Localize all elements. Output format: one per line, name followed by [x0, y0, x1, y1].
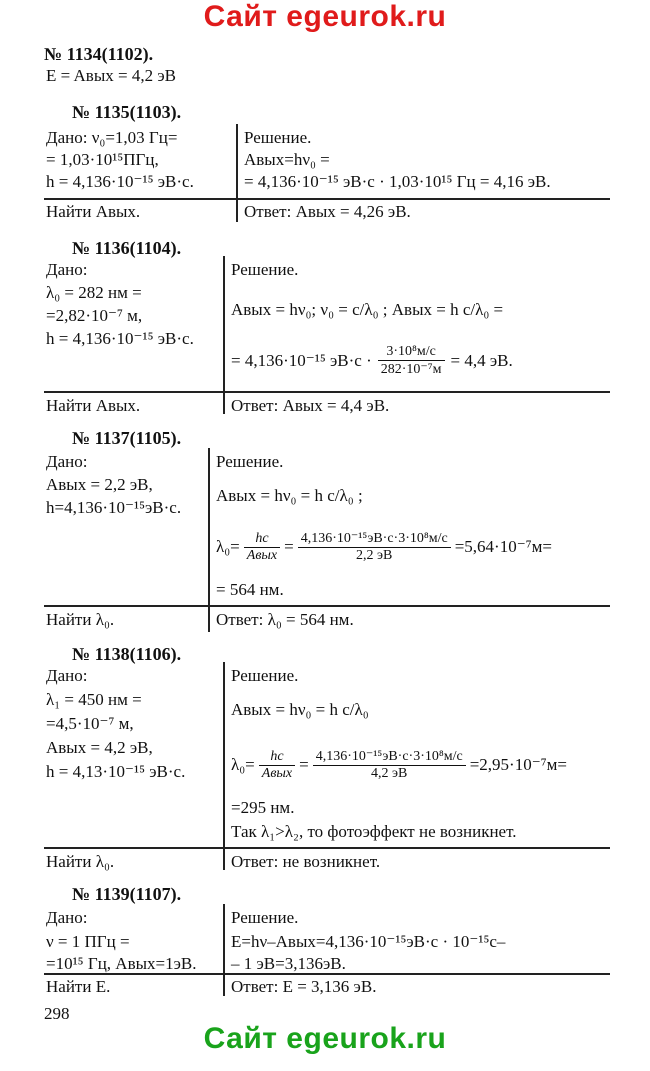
- problem-1137-fraction-2-num: 4,136·10⁻¹⁵эВ·с·3·10⁸м/с: [298, 530, 451, 548]
- problem-1137-equals: =: [284, 537, 294, 556]
- problem-1136-given-label: Дано:: [46, 260, 88, 279]
- problem-1139-given-2: =10¹⁵ Гц, Aвых=1эВ.: [46, 954, 197, 973]
- problem-1134-title: № 1134(1102).: [44, 44, 154, 64]
- problem-1137-given-1: Aвых = 2,2 эВ,: [46, 475, 153, 494]
- problem-1135-divider: [236, 124, 238, 222]
- problem-1138-solution-2: [231, 748, 567, 782]
- problem-1139-given-1: ν = 1 ПГц =: [46, 932, 130, 951]
- problem-1138-given-1: λ₁ = 450 нм =: [46, 690, 142, 709]
- problem-1135-solution-1: Aвых=hν₀ =: [244, 150, 330, 169]
- problem-1138-equals: =: [299, 755, 309, 774]
- problem-1136-fraction-den: 282·10⁻⁷м: [380, 362, 442, 377]
- problem-1138-fraction-2-den: 4,2 эВ: [371, 766, 408, 781]
- problem-1135-title: № 1135(1103).: [72, 102, 182, 122]
- problem-1137-solution-2-lead: λ₀=: [216, 537, 240, 556]
- problem-1137-solution-label: Решение.: [216, 452, 284, 471]
- problem-1136-solution-2-lead: = 4,136·10⁻¹⁵ эВ·с ·: [231, 351, 372, 370]
- problem-1138-fraction-1-num: hc: [259, 749, 295, 766]
- problem-1135-solution-label: Решение.: [244, 128, 312, 147]
- problem-1137-rule: [44, 605, 610, 607]
- problem-1136-given-1: λ₀ = 282 нм =: [46, 283, 142, 302]
- site-watermark-top: Сайт egeurok.ru: [203, 0, 447, 33]
- problem-1135-rule: [44, 198, 610, 200]
- problem-1137-given-label: Дано:: [46, 452, 88, 471]
- problem-1138-answer: Ответ: не возникнет.: [231, 852, 381, 871]
- problem-1136-solution-label: Решение.: [231, 260, 299, 279]
- problem-1136-solution-1: Aвых = hν₀; ν₀ = c/λ₀ ; Aвых = h c/λ₀ =: [231, 300, 504, 319]
- problem-1138-solution-2-result: =2,95·10⁻⁷м=: [469, 755, 567, 774]
- problem-1137-answer: Ответ: λ₀ = 564 нм.: [216, 610, 354, 629]
- problem-1136-given-2: =2,82·10⁻⁷ м,: [46, 306, 143, 325]
- problem-1136-given-3: h = 4,136·10⁻¹⁵ эВ·с.: [46, 329, 194, 348]
- problem-1138-solution-label: Решение.: [231, 666, 299, 685]
- problem-1138-divider: [223, 662, 225, 870]
- problem-1135-find: Найти Aвых.: [46, 202, 141, 221]
- problem-1139-solution-label: Решение.: [231, 908, 299, 927]
- problem-1137-solution-2: [216, 530, 552, 564]
- problem-1136-solution-2-result: = 4,4 эВ.: [450, 351, 513, 370]
- problem-1135-given-3: h = 4,136·10⁻¹⁵ эВ·с.: [46, 172, 194, 191]
- page-number: 298: [44, 1004, 70, 1023]
- problem-1138-solution-2-lead: λ₀=: [231, 755, 255, 774]
- problem-1136-answer: Ответ: Aвых = 4,4 эВ.: [231, 396, 390, 415]
- problem-1139-answer: Ответ: E = 3,136 эВ.: [231, 977, 377, 996]
- problem-1135-given-2: = 1,03·10¹⁵ПГц,: [46, 150, 159, 169]
- problem-1139-solution-1: E=hν–Aвых=4,136·10⁻¹⁵эВ·с · 10⁻¹⁵с–: [231, 932, 506, 951]
- problem-1136-fraction-num: 3·10⁸м/с: [378, 344, 445, 361]
- problem-1137-find: Найти λ₀.: [46, 610, 115, 629]
- problem-1138-given-label: Дано:: [46, 666, 88, 685]
- problem-1137-solution-1: Aвых = hν₀ = h c/λ₀ ;: [216, 486, 363, 505]
- problem-1137-solution-2-result: =5,64·10⁻⁷м=: [454, 537, 552, 556]
- problem-1139-given-label: Дано:: [46, 908, 88, 927]
- problem-1137-fraction-2-den: 2,2 эВ: [356, 548, 393, 563]
- problem-1138-solution-4: Так λ₁>λ₂, то фотоэффект не возникнет.: [231, 822, 517, 841]
- problem-1138-fraction-2-num: 4,136·10⁻¹⁵эВ·с·3·10⁸м/с: [313, 748, 466, 766]
- problem-1138-fraction-1-den: Aвых: [261, 765, 293, 781]
- problem-1134-line: E = Aвых = 4,2 эВ: [46, 66, 176, 85]
- problem-1139-divider: [223, 904, 225, 996]
- problem-1136-find: Найти Aвых.: [46, 396, 141, 415]
- problem-1139-find: Найти E.: [46, 977, 111, 996]
- problem-1137-fraction-1: [244, 531, 280, 564]
- problem-1138-fraction-2: [313, 748, 466, 782]
- problem-1139-solution-2: – 1 эВ=3,136эВ.: [231, 954, 346, 973]
- problem-1136-fraction: [378, 344, 445, 378]
- problem-1138-solution-1: Aвых = hν₀ = h c/λ₀: [231, 700, 369, 719]
- problem-1138-solution-3: =295 нм.: [231, 798, 295, 817]
- problem-1138-given-3: Aвых = 4,2 эВ,: [46, 738, 153, 757]
- problem-1137-solution-3: = 564 нм.: [216, 580, 284, 599]
- problem-1137-given-2: h=4,136·10⁻¹⁵эВ·с.: [46, 498, 182, 517]
- problem-1138-rule: [44, 847, 610, 849]
- site-watermark-bottom: Сайт egeurok.ru: [203, 1022, 447, 1055]
- problem-1138-given-4: h = 4,13·10⁻¹⁵ эВ·с.: [46, 762, 186, 781]
- problem-1139-title: № 1139(1107).: [72, 884, 182, 904]
- problem-1135-given-1: Дано: ν₀=1,03 Гц=: [46, 128, 178, 147]
- problem-1137-fraction-2: [298, 530, 451, 564]
- problem-1137-fraction-1-den: Aвых: [246, 547, 278, 563]
- problem-1138-title: № 1138(1106).: [72, 644, 182, 664]
- problem-1138-given-2: =4,5·10⁻⁷ м,: [46, 714, 134, 733]
- problem-1136-title: № 1136(1104).: [72, 238, 182, 258]
- problem-1138-fraction-1: [259, 749, 295, 782]
- problem-1135-answer: Ответ: Aвых = 4,26 эВ.: [244, 202, 411, 221]
- problem-1138-find: Найти λ₀.: [46, 852, 115, 871]
- problem-1137-fraction-1-num: hc: [244, 531, 280, 548]
- problem-1135-solution-2: = 4,136·10⁻¹⁵ эВ·с · 1,03·10¹⁵ Гц = 4,16 эВ.: [244, 172, 551, 191]
- problem-1136-solution-2: [231, 344, 513, 378]
- problem-1136-rule: [44, 391, 610, 393]
- problem-1137-title: № 1137(1105).: [72, 428, 182, 448]
